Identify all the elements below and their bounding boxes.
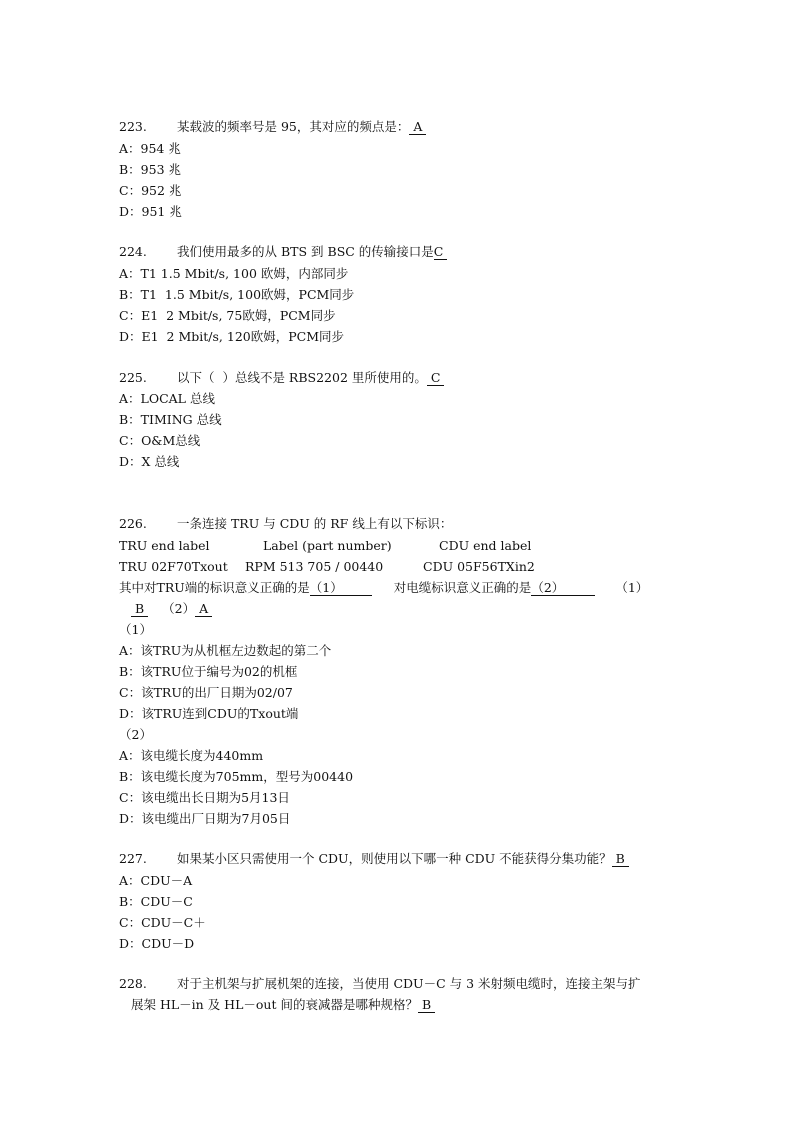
answer-blank: C [427, 371, 445, 386]
option-a: A：LOCAL 总线 [119, 391, 215, 406]
question-number: 228. [119, 976, 147, 991]
option-b: B：CDU－C [119, 894, 193, 909]
question-223 [119, 118, 426, 136]
answer-blank: A [409, 120, 426, 135]
option-d: D：CDU－D [119, 936, 195, 951]
group-2-option-a: A：该电缆长度为440mm [119, 748, 264, 763]
blank-2: （2） [531, 581, 595, 596]
answer-1: B [131, 602, 148, 617]
question-text: 一条连接 TRU 与 CDU 的 RF 线上有以下标识： [177, 516, 453, 531]
label-header-cdu: CDU end label [439, 538, 532, 553]
group-1-label: （1） [119, 622, 152, 637]
option-b: B：TIMING 总线 [119, 412, 222, 427]
question-225 [119, 369, 444, 387]
option-c: C：952 兆 [119, 183, 182, 198]
label-value-cdu: CDU 05F56TXin2 [423, 559, 535, 574]
label-value-tru: TRU 02F70Txout [119, 559, 228, 574]
answer-2-label: （2） [162, 601, 196, 616]
question-text-line1: 对于主机架与扩展机架的连接，当使用 CDU－C 与 3 米射频电缆时，连接主架与扩 [177, 976, 641, 991]
answer-blank: B [418, 998, 435, 1013]
question-text: 以下（ ）总线不是 RBS2202 里所使用的。 [177, 370, 427, 385]
label-header-tru: TRU end label [119, 538, 210, 553]
group-1-option-c: C：该TRU的出厂日期为02/07 [119, 685, 293, 700]
question-226 [119, 515, 452, 533]
question-number: 226. [119, 516, 147, 531]
group-2-option-d: D：该电缆出厂日期为7月05日 [119, 811, 291, 826]
question-number: 225. [119, 370, 147, 385]
blank-1: （1） [310, 581, 372, 596]
question-number: 224. [119, 244, 147, 259]
group-2-label: （2） [119, 727, 152, 742]
option-b: B：T1 1.5 Mbit/s, 100欧姆，PCM同步 [119, 287, 355, 302]
question-224 [119, 243, 447, 261]
question-text: 如果某小区只需使用一个 CDU，则使用以下哪一种 CDU 不能获得分集功能？ [177, 851, 612, 866]
answer-blank: B [612, 852, 629, 867]
label-values-row [119, 558, 535, 576]
question-227 [119, 850, 629, 868]
option-c: C：CDU－C＋ [119, 915, 206, 930]
option-d: D：951 兆 [119, 204, 182, 219]
option-c: C：E1 2 Mbit/s, 75欧姆，PCM同步 [119, 308, 336, 323]
sub-question-line [119, 579, 648, 597]
group-2-option-b: B：该电缆长度为705mm，型号为00440 [119, 769, 354, 784]
question-228 [119, 975, 641, 993]
answer-1-label-inline: （1） [615, 580, 649, 595]
question-228-line2 [131, 996, 435, 1014]
question-text: 我们使用最多的从 BTS 到 BSC 的传输接口是 [177, 244, 434, 259]
label-value-part: RPM 513 705 / 00440 [245, 559, 384, 574]
group-1-option-d: D：该TRU连到CDU的Txout端 [119, 706, 299, 721]
label-header-part: Label (part number) [263, 538, 392, 553]
option-a: A：954 兆 [119, 141, 181, 156]
option-d: D：X 总线 [119, 454, 180, 469]
option-a: A：CDU－A [119, 873, 193, 888]
question-number: 223. [119, 119, 147, 134]
label-header-row [119, 537, 531, 555]
group-1-option-b: B：该TRU位于编号为02的机框 [119, 664, 298, 679]
answer-blank: C [434, 245, 448, 260]
option-b: B：953 兆 [119, 162, 182, 177]
group-2-option-c: C：该电缆出长日期为5月13日 [119, 790, 290, 805]
option-d: D：E1 2 Mbit/s, 120欧姆，PCM同步 [119, 329, 345, 344]
sub-question-b: 对电缆标识意义正确的是 [393, 580, 532, 595]
question-text-line2: 展架 HL－in 及 HL－out 间的衰减器是哪种规格？ [131, 997, 418, 1012]
option-a: A：T1 1.5 Mbit/s, 100 欧姆，内部同步 [119, 266, 349, 281]
answer-2: A [195, 602, 212, 617]
question-number: 227. [119, 851, 147, 866]
answer-line [131, 600, 212, 618]
sub-question-a: 其中对TRU端的标识意义正确的是 [119, 580, 310, 595]
option-c: C：O&M总线 [119, 433, 201, 448]
question-text: 某载波的频率号是 95，其对应的频点是： [177, 119, 410, 134]
group-1-option-a: A：该TRU为从机框左边数起的第二个 [119, 643, 332, 658]
